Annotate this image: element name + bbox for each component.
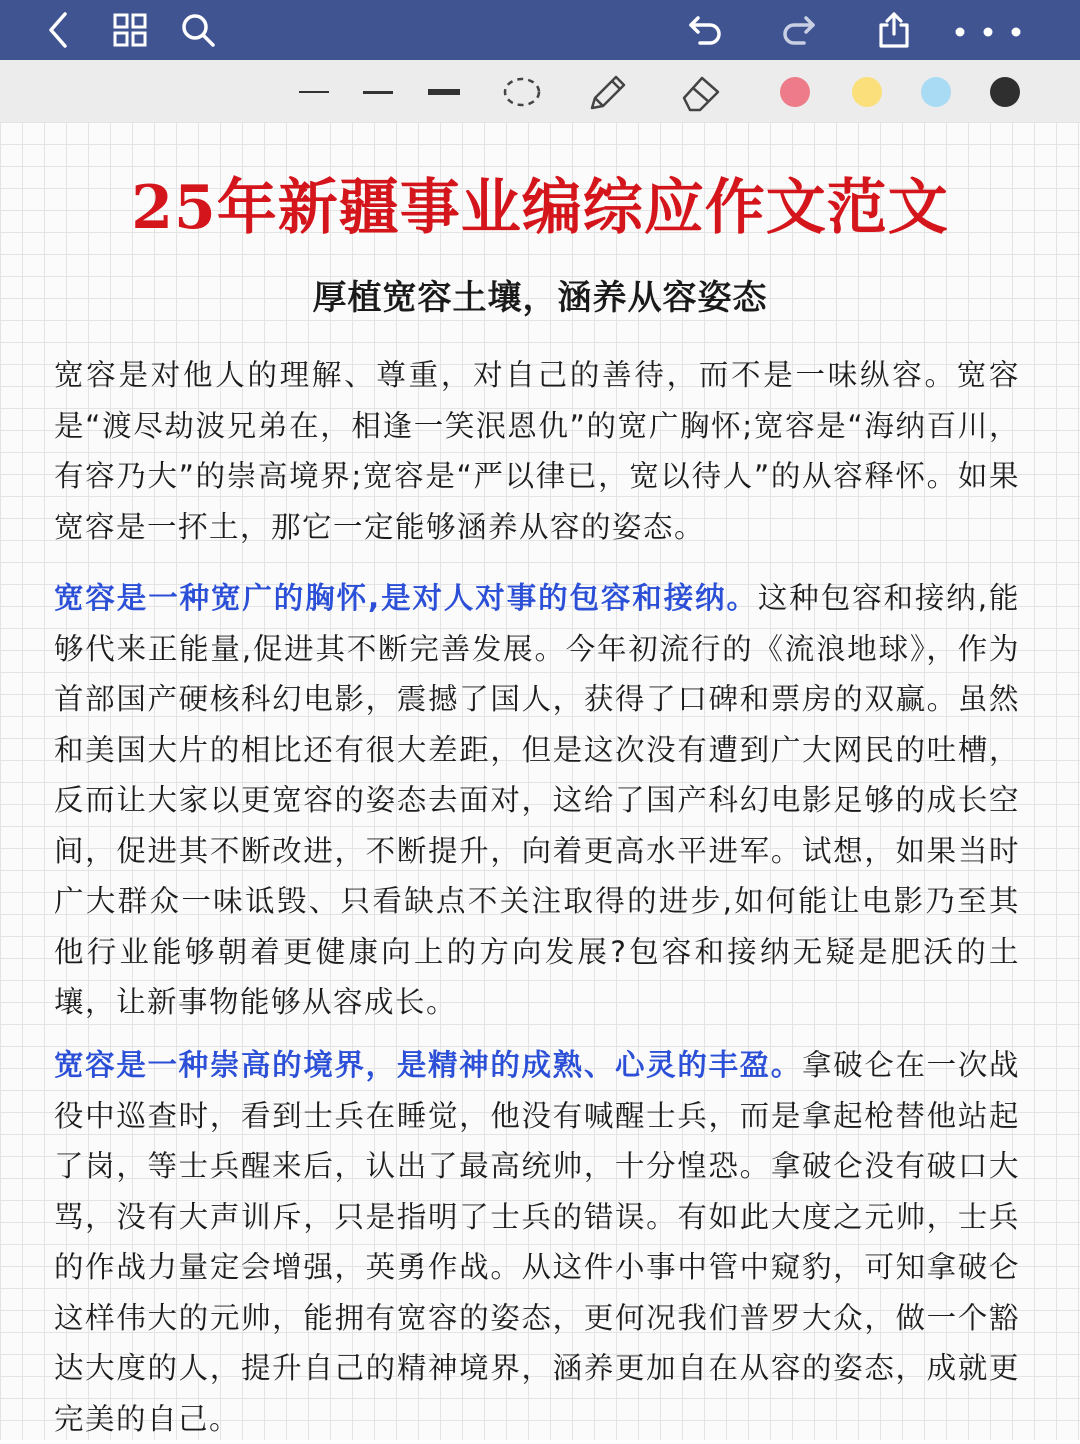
paragraph-3 (54, 1040, 1020, 1444)
pink-color-swatch[interactable] (778, 72, 812, 112)
paragraph-1-text: 宽容是对他人的理解、尊重，对自己的善待，而不是一味纵容。宽容是“渡尽劫波兄弟在，相逢一笑泯恩仇”的宽广胸怀;宽容是“海纳百川，有容乃大”的崇高境界;宽容是“严以律已，宽以待人”的从容释怀。如果宽容是一抔土，那它一定能够涵养从容的姿态。 (54, 358, 1020, 544)
search-icon[interactable] (178, 10, 218, 50)
undo-icon[interactable] (686, 10, 726, 50)
redo-icon[interactable] (778, 10, 818, 50)
paragraph-3-highlight: 宽容是一种崇高的境界，是精神的成熟、心灵的丰盈。 (54, 1048, 802, 1082)
yellow-color-swatch[interactable] (850, 72, 884, 112)
document-subtitle: 厚植宽容土壤，涵养从容姿态 (312, 278, 768, 318)
paragraph-2 (54, 573, 1020, 1028)
pen-toolbar (0, 60, 1080, 123)
document-title: 25年新疆事业编综应作文范文 (131, 173, 949, 243)
paragraph-1 (54, 350, 1020, 552)
medium-line-icon[interactable] (360, 72, 396, 112)
lasso-icon[interactable] (500, 72, 544, 112)
thin-line-icon[interactable] (296, 72, 332, 112)
paragraph-2-text: 这种包容和接纳,能够代来正能量,促进其不断完善发展。今年初流行的《流浪地球》，作为首部国产硬核科幻电影，震撼了国人，获得了口碑和票房的双赢。虽然和美国大片的相比还有很大差距，但是这次没有遭到广大网民的吐槽，反而让大家以更宽容的姿态去面对，这给了国产科幻电影足够的成长空间，促进其不断改进，不断提升，向着更高水平进军。试想，如果当时广大群众一味诋毁、只看缺点不关注取得的进步,如何能让电影乃至其他行业能够朝着更健康向上的方向发展?包容和接纳无疑是肥沃的土壤，让新事物能够从容成长。 (54, 581, 1020, 1019)
paragraph-3-text: 拿破仑在一次战役中巡查时，看到士兵在睡觉，他没有喊醒士兵，而是拿起枪替他站起了岗，等士兵醒来后，认出了最高统帅，十分惶恐。拿破仑没有破口大骂，没有大声训斥，只是指明了士兵的错误。有如此大度之元帅，士兵的作战力量定会增强，英勇作战。从这件小事中管中窥豹，可知拿破仑这样伟大的元帅，能拥有宽容的姿态，更何况我们普罗大众，做一个豁达大度的人，提升自己的精神境界，涵养更加自在从容的姿态，成就更完美的自己。 (54, 1048, 1020, 1436)
light-blue-color-swatch[interactable] (919, 72, 953, 112)
share-icon[interactable] (874, 10, 914, 50)
more-icon[interactable] (948, 10, 1028, 50)
top-navigation-bar (0, 0, 1080, 60)
back-chevron-icon[interactable] (38, 10, 78, 50)
pencil-icon[interactable] (586, 72, 630, 112)
thick-line-icon[interactable] (426, 72, 462, 112)
black-color-swatch[interactable] (988, 72, 1022, 112)
grid-icon[interactable] (110, 10, 150, 50)
paragraph-2-highlight: 宽容是一种宽广的胸怀,是对人对事的包容和接纳。 (54, 581, 758, 615)
eraser-icon[interactable] (678, 72, 724, 112)
